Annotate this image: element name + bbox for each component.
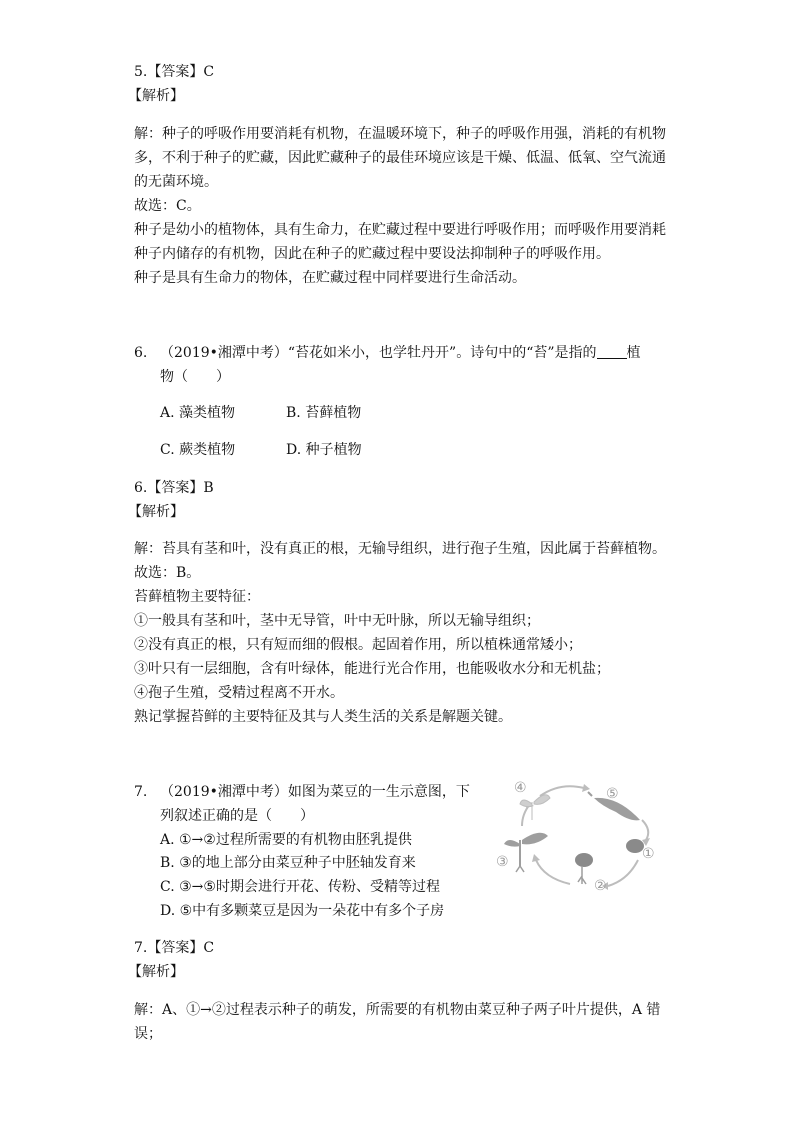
diagram-label-4: ④ <box>514 780 527 796</box>
q7-analysis-label: 【解析】 <box>128 964 184 980</box>
q6-line-2: 故选：B。 <box>134 565 201 581</box>
q6-line-1: 解：苔具有茎和叶，没有真正的根，无输导组织，进行孢子生殖，因此属于苔藓植物。 <box>134 541 666 557</box>
q6-answer: 6.【答案】B <box>134 480 214 496</box>
q6-option-b: B. 苔藓植物 <box>286 405 362 421</box>
diagram-label-2: ② <box>594 878 607 894</box>
germinating-seed-icon <box>575 853 593 884</box>
q7-line-1: 解：A、①→②过程表示种子的萌发，所需要的有机物由菜豆种子两子叶片提供，A 错 <box>134 1002 661 1018</box>
q5-line-4: 故选：C。 <box>134 198 201 214</box>
q5-line-5: 种子是幼小的植物体，具有生命力，在贮藏过程中要进行呼吸作用；而呼吸作用要消耗 <box>134 222 666 238</box>
q5-answer: 5.【答案】C <box>134 64 215 80</box>
q6-analysis-label: 【解析】 <box>128 504 184 520</box>
q7-option-d: D. ⑤中有多颗菜豆是因为一朵花中有多个子房 <box>160 903 445 919</box>
q7-number: 7. <box>134 784 148 800</box>
q6-stem-before-blank: （2019•湘潭中考）“苔花如米小，也学牡丹开”。诗句中的“苔”是指的 <box>160 345 597 361</box>
q5-analysis-label: 【解析】 <box>128 88 184 104</box>
q7-line-2: 误； <box>134 1026 162 1042</box>
q6-number: 6. <box>134 345 148 361</box>
diagram-label-5: ⑤ <box>606 786 619 802</box>
q6-stem-line-2: 物（ ） <box>160 369 230 385</box>
q7-answer: 7.【答案】C <box>134 940 215 956</box>
q7-option-a: A. ①→②过程所需要的有机物由胚乳提供 <box>160 832 412 848</box>
cycle-arrow-5-1 <box>642 820 648 840</box>
q6-line-4: ①一般具有茎和叶，茎中无导管，叶中无叶脉，所以无输导组织； <box>134 613 540 629</box>
cycle-arrow-1-2 <box>608 860 638 886</box>
q5-line-3: 的无菌环境。 <box>134 174 218 190</box>
q7-stem-line-2: 列叙述正确的是（ ） <box>160 808 314 824</box>
young-plant-icon <box>520 795 550 820</box>
q6-line-3: 苔藓植物主要特征： <box>134 589 260 605</box>
cycle-arrow-2-3 <box>536 860 570 884</box>
q5-line-6: 种子内储存的有机物，因此在种子的贮藏过程中要设法抑制种子的呼吸作用。 <box>134 246 610 262</box>
q7-option-c: C. ③→⑤时期会进行开花、传粉、受精等过程 <box>160 879 440 895</box>
q5-line-7: 种子是具有生命力的物体，在贮藏过程中同样要进行生命活动。 <box>134 270 526 286</box>
q6-stem-after-blank: 植 <box>626 345 641 361</box>
q6-line-5: ②没有真正的根，只有短而细的假根。起固着作用，所以植株通常矮小； <box>134 637 582 653</box>
q6-line-8: 熟记掌握苔鲜的主要特征及其与人类生活的关系是解题关键。 <box>134 709 512 725</box>
seedling-icon <box>504 833 548 872</box>
diagram-label-3: ③ <box>496 854 509 870</box>
q6-line-7: ④孢子生殖，受精过程离不开水。 <box>134 685 344 701</box>
q6-option-c: C. 蕨类植物 <box>160 442 236 458</box>
q6-stem <box>160 343 641 363</box>
q6-option-d: D. 种子植物 <box>286 442 362 458</box>
q6-line-6: ③叶只有一层细胞，含有叶绿体，能进行光合作用，也能吸收水分和无机盐； <box>134 661 610 677</box>
q5-line-2: 多，不利于种子的贮藏，因此贮藏种子的最佳环境应该是干燥、低温、低氧、空气流通 <box>134 150 666 166</box>
q7-option-b: B. ③的地上部分由菜豆种子中胚轴发育来 <box>160 855 416 871</box>
q6-option-a: A. 藻类植物 <box>160 405 236 421</box>
q6-answer-blank <box>597 344 627 359</box>
q5-line-1: 解：种子的呼吸作用要消耗有机物，在温暖环境下，种子的呼吸作用强，消耗的有机物 <box>134 126 666 142</box>
bean-life-cycle-diagram <box>492 774 666 898</box>
q7-stem-line-1: （2019•湘潭中考）如图为菜豆的一生示意图，下 <box>160 784 470 800</box>
diagram-label-1: ① <box>642 846 655 862</box>
